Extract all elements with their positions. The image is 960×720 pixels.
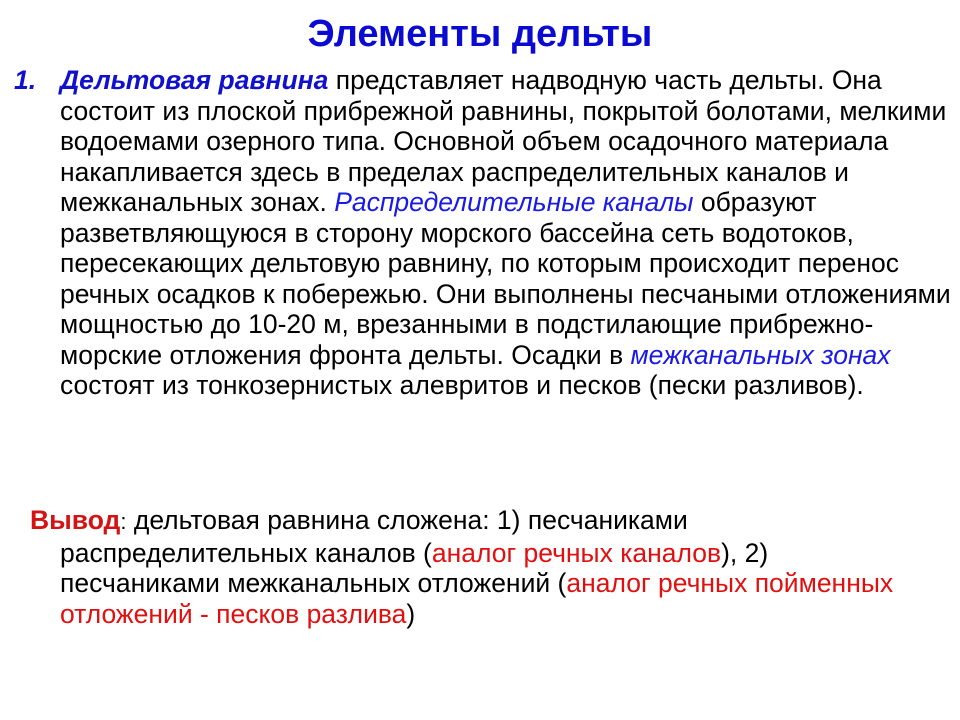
conclusion — [30, 505, 930, 629]
conclusion-text-3: ) — [406, 598, 416, 629]
analog-floodplain-deposits: аналог речных пойменных отложений - песков разлива — [60, 568, 894, 629]
text-segment-3: состоят из тонкозернистых алевритов и песков (пески разливов). — [60, 370, 864, 400]
conclusion-paragraph — [30, 505, 930, 629]
text-segment-2: образуют разветвляющуюся в сторону морского бассейна сеть водотоков, пересекающих дельтовую равнину, по которым происходит перенос речных осадков к побережью. Они выполнены песчаными отложениями мощностью до 10-20 м, врезанными в подстилающие прибрежно-морские отложения фронта дельты. Осадки в — [60, 187, 951, 370]
conclusion-colon: : — [120, 509, 127, 534]
term-distributary-channels: Распределительные каналы — [334, 187, 694, 217]
conclusion-label: Вывод — [30, 505, 121, 535]
text-segment-1: представляет надводную часть дельты. Она состоит из плоской прибрежной равнины, покрытой болотами, мелкими водоемами озерного типа. Основной объем осадочного материала накапливается здесь в пределах распределительных каналов и межканальных зонах. — [60, 65, 947, 217]
conclusion-text-1: дельтовая равнина сложена: 1) песчаниками распределительных каналов ( — [60, 505, 688, 568]
list-number: 1. — [14, 65, 37, 95]
analog-river-channels: аналог речных каналов — [431, 537, 722, 568]
item-paragraph — [60, 65, 954, 401]
conclusion-text-2: ), 2) песчаниками межканальных отложений ( — [60, 537, 769, 598]
term-deltaic-plain: Дельтовая равнина — [60, 65, 329, 95]
slide-title: Элементы дельты — [307, 13, 653, 55]
term-interchannel-zones: межканальных зонах — [630, 339, 891, 370]
list-item-deltaic-plain — [14, 65, 954, 401]
